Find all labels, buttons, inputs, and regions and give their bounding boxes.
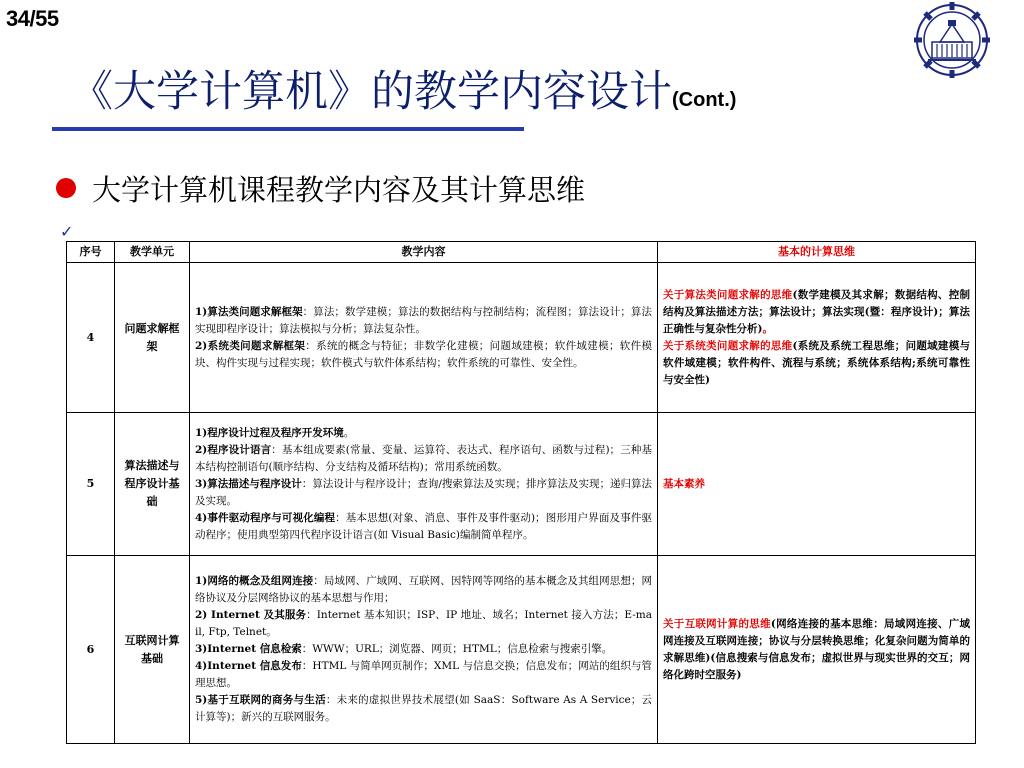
content-item-text: 。 [343, 426, 355, 439]
content-item [195, 692, 652, 726]
thinking-item-text: (数学建模及其求解；数据结构、控制结构及算法描述方法；算法设计；算法实现(暨：程序设计)；算法正确性与复杂性分析) [663, 288, 971, 335]
table-row [67, 556, 976, 744]
content-item [195, 476, 652, 510]
content-table [66, 241, 975, 725]
row-index: 6 [67, 556, 115, 744]
table-header-row [67, 242, 976, 263]
thinking-item-text: (网络连接的基本思维：局域网连接、广域网连接及互联网连接；协议与分层转换思维；化复杂问题为简单的求解思维)(信息搜索与信息发布；虚拟世界与现实世界的交互；网络化跨时空服务) [663, 617, 971, 681]
thinking-item-red: 关于互联网计算的思维 [663, 617, 771, 630]
thinking-item [663, 287, 970, 338]
slide-title-main: 《大学计算机》的教学内容设计 [70, 67, 672, 117]
content-item-lead: 1)程序设计过程及程序开发环境 [195, 426, 344, 439]
page-number: 34/55 [6, 6, 59, 31]
content-item [195, 304, 652, 338]
bullet-text: 大学计算机课程教学内容及其计算思维 [92, 172, 586, 207]
curriculum-table [66, 241, 976, 744]
slide-title-suffix: (Cont.) [672, 89, 737, 111]
row-unit: 互联网计算基础 [115, 556, 190, 744]
thinking-item-end: 。 [762, 322, 773, 335]
content-item-text: ：未来的虚拟世界技术展望(如 SaaS：Software As A Service；云计算等)；新兴的互联网服务。 [195, 694, 652, 723]
content-item-lead: 1)算法类问题求解框架 [195, 305, 303, 318]
table-row [67, 413, 976, 556]
thinking-item [663, 476, 970, 493]
header-unit: 教学单元 [115, 242, 190, 263]
row-thinking [658, 413, 976, 556]
content-item [195, 510, 652, 544]
title-underline [52, 127, 524, 131]
thinking-item [663, 616, 970, 684]
content-item-text: ：Internet 基本知识；ISP、IP 地址、域名；Internet 接入方法；E-mail, Ftp, Telnet。 [195, 609, 653, 638]
content-item [195, 573, 652, 607]
row-thinking [658, 263, 976, 413]
row-content [190, 413, 658, 556]
content-item-text: ：系统的概念与特征；非数学化建模；问题域建模；软件域建模；软件模块、构件实现与过程实现；软件模式与软件体系结构；软件系统的可靠性、安全性。 [195, 339, 652, 369]
content-item-lead: 2)程序设计语言 [195, 443, 272, 456]
content-item [195, 658, 652, 692]
content-item-text: ：基本组成要素(常量、变量、运算符、表达式、程序语句、函数与过程)；三种基本结构控制语句(顺序结构、分支结构及循环结构)；常用系统函数。 [195, 443, 652, 473]
content-item-text: ：局域网、广域网、互联网、因特网等网络的基本概念及其组网思想；网络协议及分层网络协议的基本思想与作用； [195, 575, 652, 604]
thinking-item-red: 基本素养 [663, 477, 705, 490]
row-unit: 问题求解框架 [115, 263, 190, 413]
content-item-lead: 5)基于互联网的商务与生活 [195, 694, 326, 706]
content-item [195, 425, 652, 442]
thinking-item-red: 关于系统类问题求解的思维 [663, 339, 793, 352]
content-item-lead: 3)Internet 信息检索 [195, 643, 302, 655]
bullet-dot-icon [56, 178, 76, 198]
row-content [190, 263, 658, 413]
content-item [195, 607, 652, 641]
row-index: 4 [67, 263, 115, 413]
content-item [195, 338, 652, 372]
table-row [67, 263, 976, 413]
slide-title [70, 58, 736, 119]
row-unit: 算法描述与程序设计基础 [115, 413, 190, 556]
content-item-lead: 4)Internet 信息发布 [195, 660, 302, 672]
content-item-lead: 4)事件驱动程序与可视化编程 [195, 511, 336, 524]
content-item [195, 641, 652, 658]
bullet-item [56, 168, 585, 208]
header-content: 教学内容 [190, 242, 658, 263]
content-item-lead: 2)系统类问题求解框架 [195, 339, 306, 352]
content-item-lead: 1)网络的概念及组网连接 [195, 575, 314, 587]
content-item-text: ：HTML 与简单网页制作；XML 与信息交换；信息发布；网站的组织与管理思想。 [195, 660, 653, 689]
content-item-lead: 2) Internet 及其服务 [195, 609, 307, 621]
content-item [195, 442, 652, 476]
content-item-text: ：WWW；URL；浏览器、网页；HTML；信息检索与搜索引擎。 [301, 643, 613, 655]
thinking-item-red: 关于算法类问题求解的思维 [663, 288, 793, 301]
university-building-logo [888, 2, 1018, 78]
row-thinking [658, 556, 976, 744]
row-index: 5 [67, 413, 115, 556]
row-content [190, 556, 658, 744]
thinking-item [663, 338, 970, 389]
header-thinking: 基本的计算思维 [658, 242, 976, 263]
checkmark-icon: ✓ [60, 222, 74, 241]
thinking-item-text: (系统及系统工程思维；问题域建模与软件域建模；软件构件、流程与系统；系统体系结构;系统可靠性与安全性) [663, 339, 971, 386]
content-item-text: ：算法设计与程序设计；查询/搜索算法及实现；排序算法及实现；递归算法及实现。 [195, 477, 652, 507]
header-index: 序号 [67, 242, 115, 263]
content-item-text: ：基本思想(对象、消息、事件及事件驱动)；图形用户界面及事件驱动程序；使用典型第四代程序设计语言(如 Visual Basic)编制简单程序。 [195, 511, 652, 541]
content-item-text: ：算法；数学建模；算法的数据结构与控制结构；流程图；算法设计；算法实现即程序设计；算法模拟与分析；算法复杂性。 [195, 305, 653, 335]
content-item-lead: 3)算法描述与程序设计 [195, 477, 302, 490]
